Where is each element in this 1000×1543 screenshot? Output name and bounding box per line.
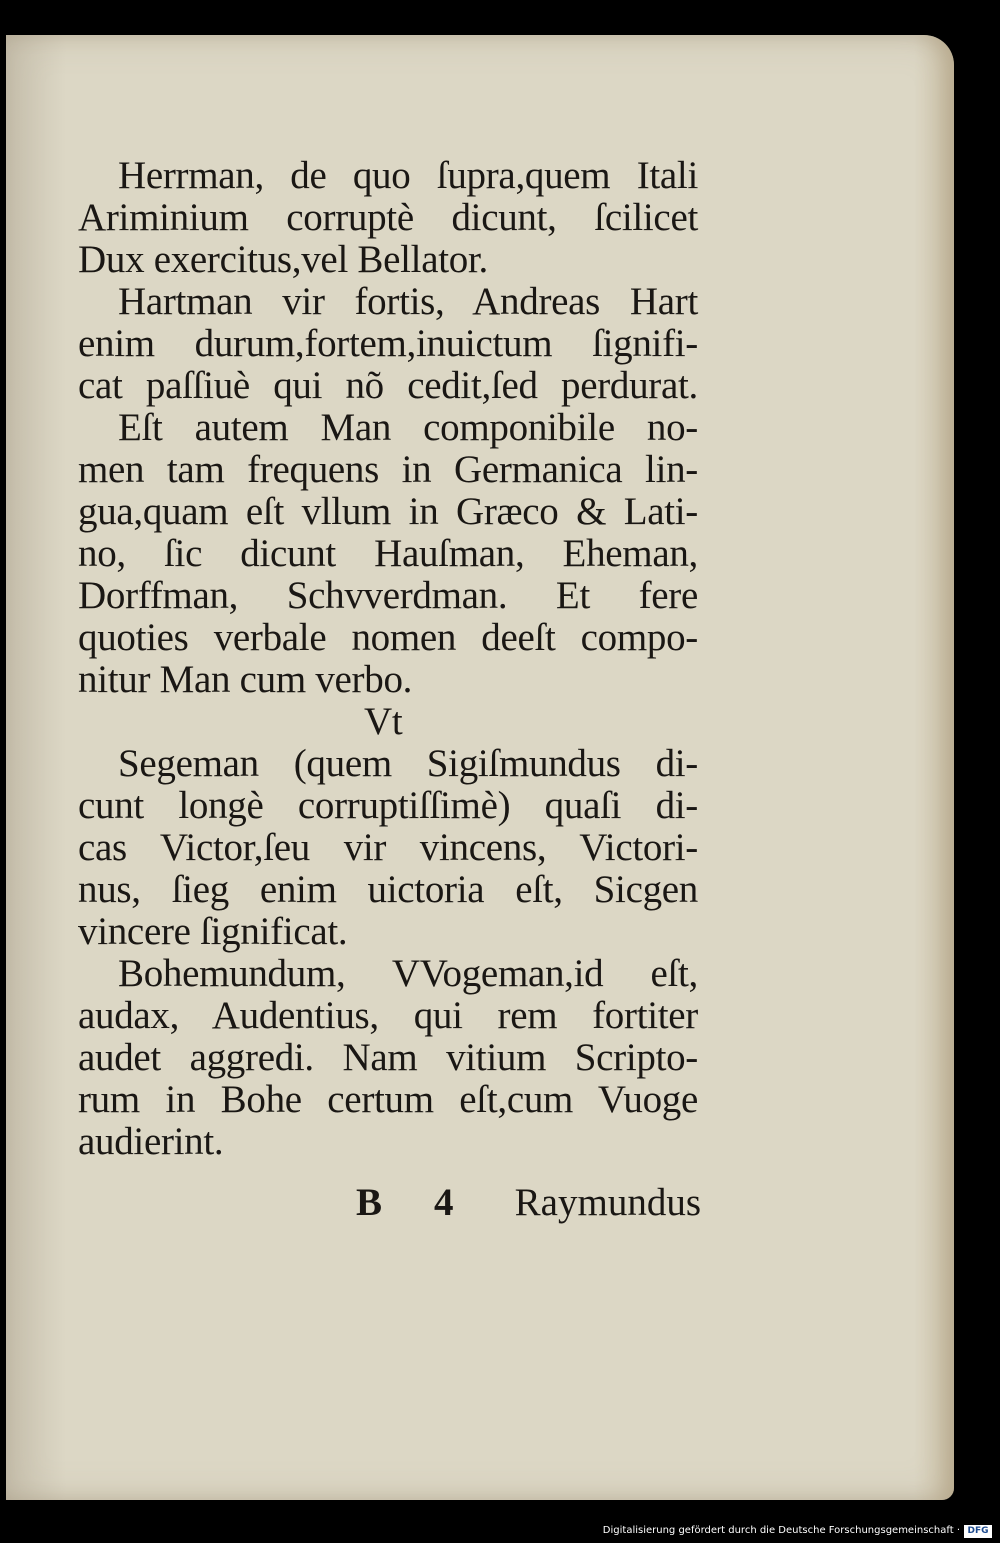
text-line: rum in Bohe certum eſt,cum Vuoge <box>78 1078 698 1121</box>
text-line: Herrman, de quo ſupra,quem Itali <box>118 154 698 197</box>
funding-credit: Digitalisierung gefördert durch die Deutsche Forschungsgemeinschaft · <box>602 1525 960 1536</box>
text-line: Hartman vir fortis, Andreas Hart <box>118 280 698 323</box>
text-line: Segeman (quem Sigiſmundus di- <box>118 742 698 785</box>
signature-line <box>356 1180 701 1226</box>
text-line: audierint. <box>78 1120 224 1163</box>
text-line: cat paſſiuè qui nõ cedit,ſed perdurat. <box>78 364 698 407</box>
text-line: nitur Man cum verbo. <box>78 658 413 701</box>
text-line: Ariminium corruptè dicunt, ſcilicet <box>78 196 698 239</box>
text-line: Dux exercitus,vel Bellator. <box>78 238 488 281</box>
body-text <box>78 155 698 1163</box>
text-line: vincere ſignificat. <box>78 910 348 953</box>
text-line: no, ſic dicunt Hauſman, Eheman, <box>78 532 698 575</box>
text-line: audax, Audentius, qui rem fortiter <box>78 994 698 1037</box>
text-line: men tam frequens in Germanica lin- <box>78 448 698 491</box>
text-line: gua,quam eſt vllum in Græco & Lati- <box>78 490 698 533</box>
dfg-logo-icon: DFG <box>964 1525 992 1538</box>
footer-bar <box>0 1521 1000 1543</box>
vt-heading: Vt <box>364 700 403 743</box>
text-line: Eſt autem Man componibile no- <box>118 406 698 449</box>
text-line: Dorffman, Schvverdman. Et fere <box>78 574 698 617</box>
text-line: enim durum,fortem,inuictum ſignifi- <box>78 322 698 365</box>
text-line: cas Victor,ſeu vir vincens, Victori- <box>78 826 698 869</box>
signature-number: 4 <box>434 1181 454 1224</box>
text-line: Bohemundum, VVogeman,id eſt, <box>118 952 698 995</box>
catchword: Raymundus <box>514 1181 701 1224</box>
signature-letter: B <box>356 1181 383 1224</box>
text-line: quoties verbale nomen deeſt compo- <box>78 616 698 659</box>
text-line: audet aggredi. Nam vitium Scripto- <box>78 1036 698 1079</box>
text-line: nus, ſieg enim uictoria eſt, Sicgen <box>78 868 698 911</box>
text-line: cunt longè corruptiſſimè) quaſi di- <box>78 784 698 827</box>
book-page <box>6 35 954 1500</box>
